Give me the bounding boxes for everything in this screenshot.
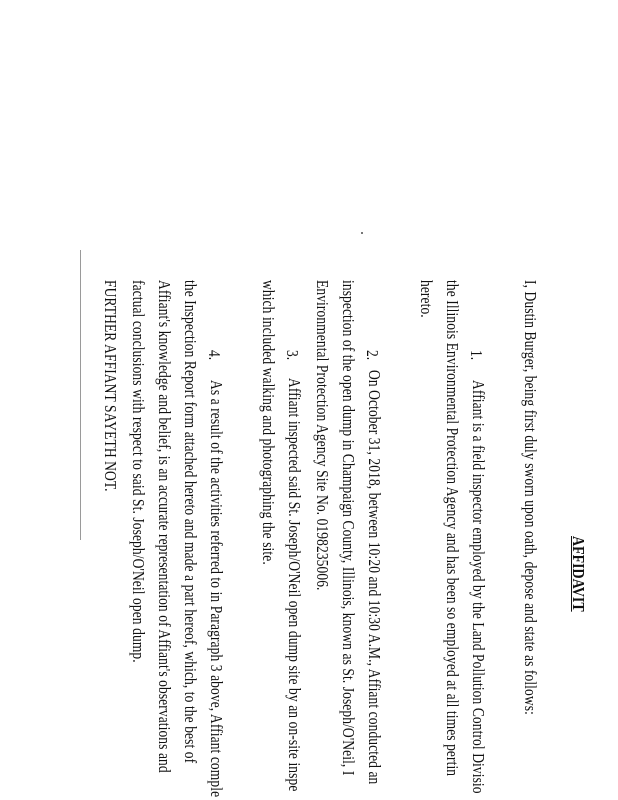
closing-text: FURTHER AFFIANT SAYETH NOT. (101, 280, 120, 492)
document-title: AFFIDAVIT (569, 536, 588, 612)
intro-text: I, Dustin Burger, being first duly sworn upon oath, depose and state as follows: (521, 280, 540, 715)
scan-edge-line (80, 250, 81, 540)
para-2-line-3: Environmental Protection Agency Site No. 0198235006. (313, 280, 332, 591)
para-1-line-3: hereto. (417, 280, 436, 318)
para-1-line-1: Affiant is a field inspector employed by the Land Pollution Control Divisio (469, 380, 488, 794)
para-3-line-2: which included walking and photographing the site. (259, 280, 278, 565)
para-4-number: 4. (205, 350, 224, 361)
para-3-number: 3. (283, 350, 302, 361)
para-4-line-3: Affiant's knowledge and belief, is an accurate representation of Affiant's observations and (155, 280, 174, 773)
para-3-line-1: Affiant inspected said St. Joseph/O'Neil open dump site by an on-site inspe (285, 378, 304, 792)
para-4-line-2: the Inspection Report form attached hereto and made a part hereof, which, to the best of (181, 280, 200, 764)
para-4-line-4: factual conclusions with respect to said St. Joseph/O'Neil open dump. (129, 280, 148, 663)
para-1-line-2: the Illinois Environmental Protection Agency and has been so employed at all times pertin (443, 280, 462, 777)
scan-speck (361, 232, 363, 234)
para-1-number: 1. (467, 350, 486, 361)
para-2-line-2: inspection of the open dump in Champaign County, Illinois, known as St. Joseph/O'Neil, I (339, 280, 358, 776)
para-2-line-1: On October 31, 2018, between 10:20 and 10:30 A.M., Affiant conducted an (365, 370, 384, 785)
para-4-line-1: As a result of the activities referred to in Paragraph 3 above, Affiant comple (207, 380, 226, 798)
para-2-number: 2. (363, 350, 382, 361)
